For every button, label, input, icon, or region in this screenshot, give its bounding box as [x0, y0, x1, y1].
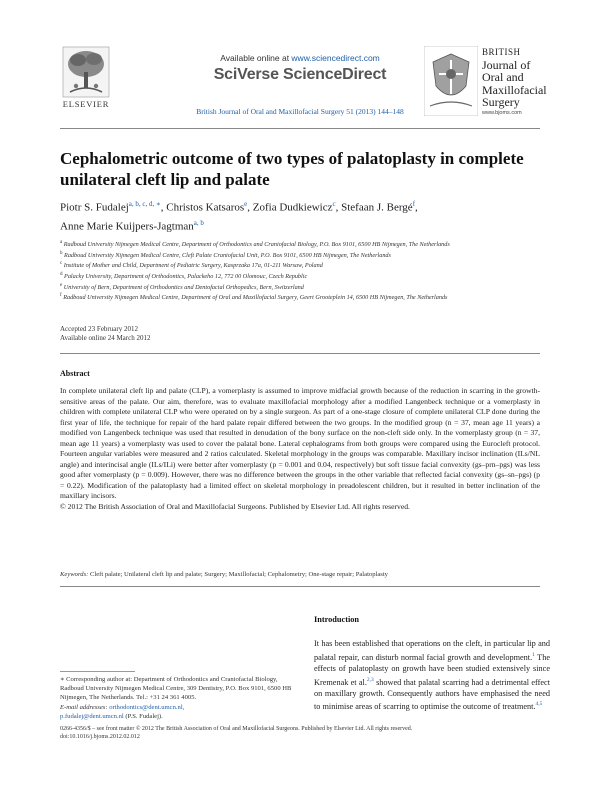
affiliation-item: [60, 292, 540, 303]
journal-logo-line2: Journal of: [482, 57, 531, 72]
elsevier-logo: [60, 46, 112, 109]
author-affil-marks[interactable]: c: [332, 200, 336, 208]
author-separator: ,: [160, 201, 167, 214]
citation-link[interactable]: 2,3: [366, 676, 374, 683]
keywords-divider: [60, 586, 540, 587]
affiliation-text: Radboud University Nijmegen Medical Centre, Department of Oral and Maxillofacial Surgery, Geert Grooteplein 14, 6500 HB Nijmegen, The Netherlands: [63, 294, 448, 302]
author-name[interactable]: Anne Marie Kuijpers-Jagtman: [60, 220, 194, 233]
author-affil-marks[interactable]: e: [244, 200, 248, 208]
affiliation-list: [60, 239, 540, 303]
abstract-body: [60, 386, 540, 513]
affiliation-text: Institute of Mother and Child, Department of Pediatric Surgery, Kasprzaka 17a, 01-211 Warsaw, Poland: [63, 262, 323, 270]
affiliation-item: [60, 260, 540, 271]
available-online-prefix: Available online at: [220, 53, 292, 63]
email-label: E-mail addresses:: [60, 703, 108, 711]
affiliation-item: [60, 271, 540, 282]
author-separator: ,: [415, 201, 418, 214]
author-affil-marks[interactable]: a, b, c, d, ∗: [128, 200, 161, 208]
journal-url[interactable]: www.bjoms.com: [482, 110, 522, 116]
affiliation-item: [60, 239, 540, 250]
abstract-copyright: © 2012 The British Association of Oral and Maxillofacial Surgeons. Published by Elsevier Ltd. All rights reserved.: [60, 502, 410, 512]
journal-logo: [424, 46, 559, 121]
intro-text: showed that palatal scarring had a detrimental effect on maxillary growth. Consequently authors have emphasised the need to minimise areas of scarring to optimise the outcome of treatment.: [314, 677, 550, 712]
affiliation-key: f: [60, 293, 62, 299]
citation-link[interactable]: 1: [532, 651, 535, 658]
affiliation-key: e: [60, 282, 63, 288]
keywords: [60, 570, 540, 579]
author-separator: ,: [335, 201, 342, 214]
corresponding-footnote: [60, 675, 292, 721]
abstract-heading: Abstract: [60, 369, 90, 378]
author-name[interactable]: Stefaan J. Bergé: [341, 201, 413, 214]
affiliation-key: a: [60, 240, 63, 245]
corresponding-author-text: ∗ Corresponding author at: Department of Orthodontics and Craniofacial Biology, Radboud University Nijmegen Medical Centre, 309 Dentistry, P.O. Box 9101, 6500 HB Nijmegen, The Netherlands. Tel.: +31 24 361 4005.: [60, 676, 292, 702]
affiliation-key: b: [60, 250, 63, 256]
affiliation-text: Palacky University, Department of Orthodontics, Palackeho 12, 772 00 Olomouc, Czech Republic: [64, 273, 308, 281]
email-link[interactable]: p.fudalej@dent.umcn.nl: [60, 712, 124, 720]
sciverse-logo: SciVerse ScienceDirect: [213, 66, 387, 83]
available-online-date: Available online 24 March 2012: [60, 334, 151, 342]
affiliation-key: d: [60, 271, 63, 277]
available-online: [185, 53, 415, 63]
citation-link[interactable]: 4,5: [535, 701, 543, 708]
affiliation-text: Radboud University Nijmegen Medical Centre, Department of Orthodontics and Craniofacial Biology, P.O. Box 9101, 6500 HB Nijmegen, The Netherlands: [63, 241, 450, 249]
front-matter-line: 0266-4356/$ – see front matter © 2012 The British Association of Oral and Maxillofacial Surgeons. Published by Elsevier Ltd. All rights reserved.: [60, 726, 413, 732]
email-link[interactable]: orthodontics@dent.umcn.nl,: [109, 703, 185, 711]
accepted-date: Accepted 23 February 2012: [60, 325, 138, 333]
email-line: [60, 703, 292, 721]
keywords-list: Cleft palate; Unilateral cleft lip and palate; Surgery; Maxillofacial; Cephalometry; One-stage repair; Palatoplasty: [89, 571, 388, 578]
abstract-divider: [60, 353, 540, 354]
author-affil-marks[interactable]: a, b: [193, 218, 204, 227]
author-affil-marks[interactable]: f: [412, 200, 416, 208]
keywords-label: Keywords:: [60, 571, 89, 578]
affiliation-text: University of Bern, Department of Orthodontics and Dentofacial Orthopedics, Bern, Switzerland: [63, 283, 304, 291]
journal-logo-text: [482, 46, 547, 109]
doi-link[interactable]: doi:10.1016/j.bjoms.2012.02.012: [60, 734, 140, 741]
introduction-body: [314, 638, 550, 713]
affiliation-key: c: [60, 261, 63, 267]
affiliation-text: Radboud University Nijmegen Medical Centre, Cleft Palate Craniofacial Unit, P.O. Box 9101, 6500 HB Nijmegen, The Netherlands: [64, 251, 391, 259]
abstract-text: In complete unilateral cleft lip and palate (CLP), a vomerplasty is assumed to improve midfacial growth because of the reduction in scarring in the growth-sensitive areas of the palate. Our aim, therefore, was to evaluate maxillofacial morphology after a modified Langenbeck technique or a vomerplasty in children with complete unilateral CLP who were operated on by a single surgeon. As part of a one-stage closure of complete unilateral CLP done during the first year of life, the technique for repair of the hard palate repair differed between the two groups. In the modified group (n = 37, mean age 11 years) a modified von Langenbeck technique was used that resulted in denudation of the bony surface on the non-cleft side only. In the vomerplasty group (n = 37, mean age 11 years) a vomerplasty was used to cover the palatal bone. Lateral cephalograms from both groups were compared using the Eurocleft protocol. Fourteen angular variables were measured and 2 ratios calculated. Skeletal morphology in the groups was comparable. Maxillary incisor inclination (ILs/NL angle) and interincisal angle (ILs/ILi) were better after vomerplasty (p = 0.001 and 0.04, respectively) but soft tissue facial convexity (gs–prn–pgs) was less good after vomerplasty (p = 0.009). However, there was no difference between the groups in the other variable that reflected facial convexity (gs–sn–pgs) (p = 0.22). Modification of the palatoplasty had a limited effect on skeletal morphology in preadolescent children, but it resulted in better inclination of the maxillary incisors.: [60, 386, 540, 501]
journal-citation[interactable]: British Journal of Oral and Maxillofacial Surgery 51 (2013) 144–148: [196, 107, 404, 116]
intro-text: It has been established that operations on the cleft, in particular lip and palatal repair, can disturb normal facial growth and development.: [314, 639, 550, 662]
affiliation-item: [60, 250, 540, 261]
page-footer: [60, 725, 540, 742]
intro-text: The effects of palatoplasty on growth have been studied extensively since Kremenak et al.: [314, 652, 550, 687]
author-list: [60, 197, 540, 234]
article-title: Cephalometric outcome of two types of palatoplasty in complete unilateral cleft lip and palate: [60, 149, 524, 189]
author-name[interactable]: Zofia Dudkiewicz: [252, 201, 333, 214]
affiliation-item: [60, 282, 540, 293]
header-divider: [60, 128, 540, 129]
publisher-name: ELSEVIER: [62, 99, 110, 109]
author-separator: ,: [247, 201, 253, 214]
footnote-divider: [60, 671, 135, 672]
email-suffix: (P.S. Fudalej).: [123, 712, 163, 720]
elsevier-tree-icon: [62, 46, 110, 98]
article-dates: [60, 325, 360, 343]
journal-logo-line4: Maxillofacial: [482, 82, 547, 97]
introduction-heading: Introduction: [314, 615, 360, 624]
cover-crest-icon: [424, 46, 478, 116]
sciencedirect-link[interactable]: www.sciencedirect.com: [291, 53, 380, 63]
author-name[interactable]: Christos Katsaros: [166, 201, 245, 214]
author-name[interactable]: Piotr S. Fudalej: [60, 201, 129, 214]
journal-logo-line3: Oral and: [482, 70, 524, 84]
journal-logo-line5: Surgery: [482, 95, 520, 109]
journal-logo-line1: BRITISH: [482, 47, 521, 57]
